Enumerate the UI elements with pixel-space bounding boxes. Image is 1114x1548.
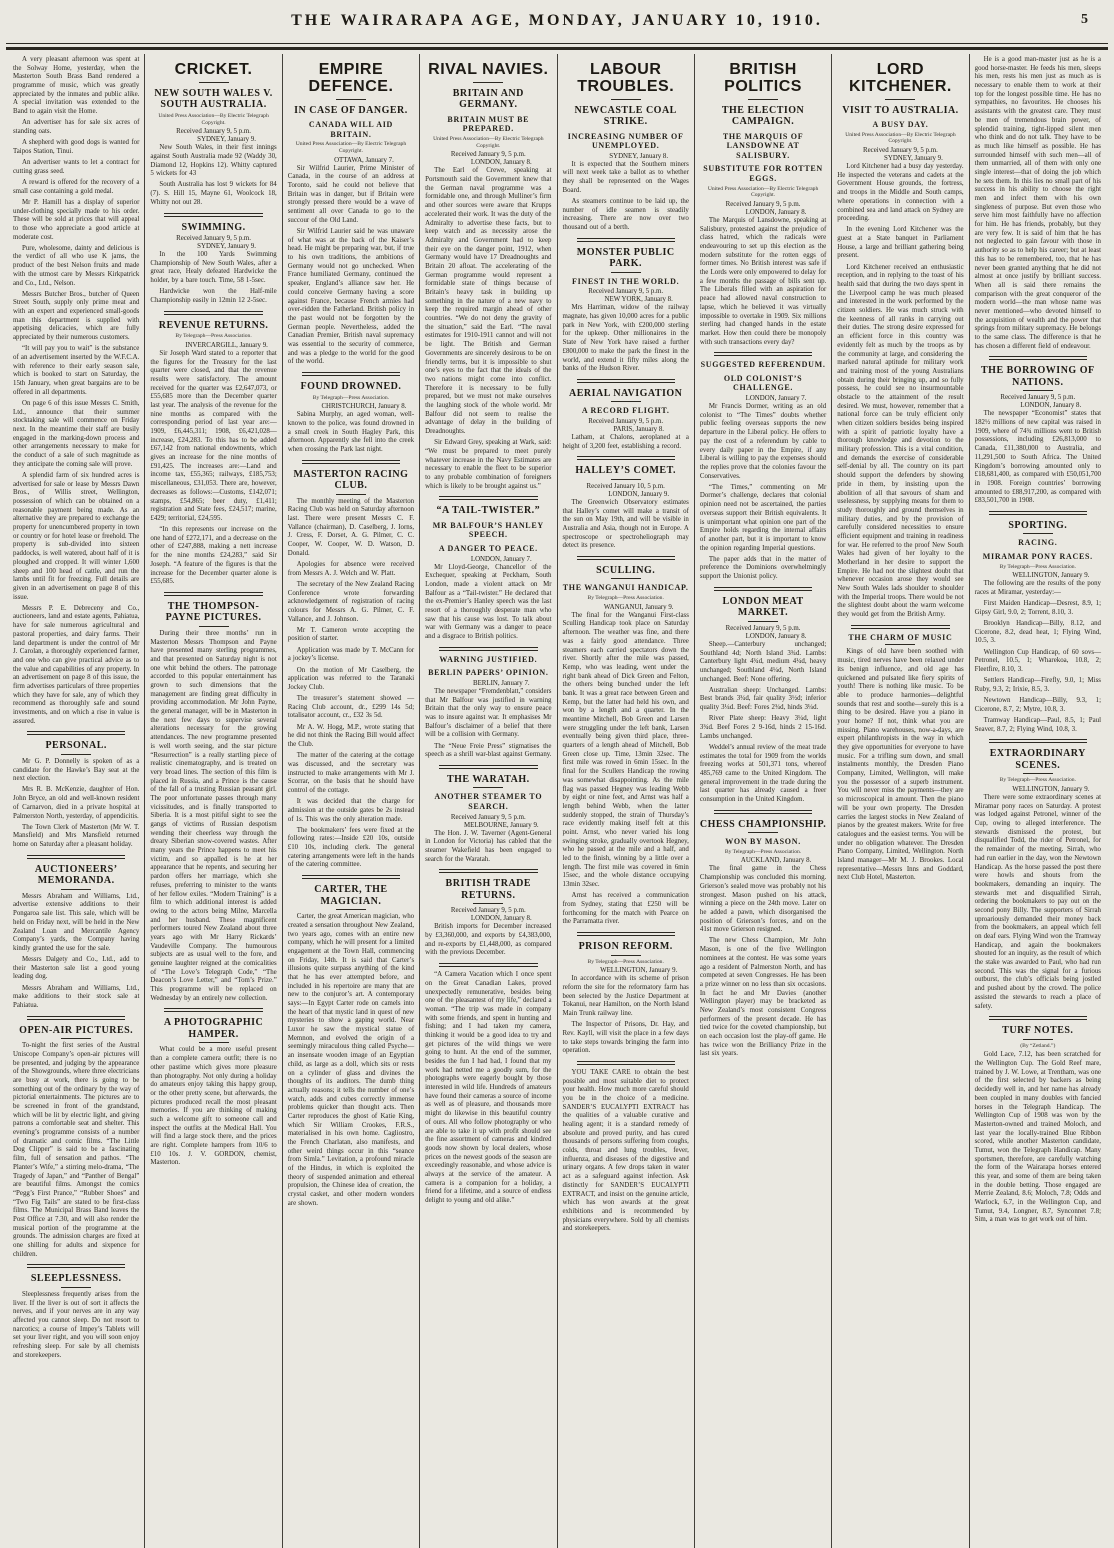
article-separator-rule [577, 556, 675, 560]
credit-line: By Telegraph—Press Association. [587, 958, 664, 965]
page-number: 5 [1081, 12, 1088, 27]
section-headline: EXTRAORDINARY SCENES. [989, 748, 1086, 771]
body-paragraph: Mr A. W. Hogg, M.P., wrote stating that he did not think the Racing Bill would affect the Club. [287, 723, 415, 749]
article-separator-rule [164, 213, 262, 217]
article-separator-rule [989, 356, 1087, 360]
city-dateline: SYDNEY, January 9. [884, 155, 943, 163]
body-paragraph: The newspaper “Fremdenblatt,” considers that Mr Balfour was justified in warning Britain that the only way to ensure peace was to insure against war. It emphasises Mr Balfour’s disclaimer of a belief that there will be a collision with Germany. [425, 687, 552, 739]
article-headline: CRICKET. [174, 61, 253, 78]
article-separator-rule [27, 1016, 125, 1020]
section-headline: BRITISH TRADE RETURNS. [445, 878, 532, 901]
section-headline: VISIT TO AUSTRALIA. [842, 104, 959, 116]
body-paragraph: On the motion of Mr Caselberg, the application was referred to the Taranaki Jockey Club. [287, 666, 415, 691]
body-paragraph: The Town Clerk of Masterton (Mr W. T. Mansfield) and Mrs Mansfield returned home on Saturday after a pleasant holiday. [13, 823, 140, 849]
article-separator-rule [989, 511, 1087, 515]
article-separator-rule [302, 460, 400, 464]
article-headline: EMPIRE DEFENCE. [308, 61, 394, 95]
body-paragraph: What could be a more useful present than a complete camera outfit; there is no other pastime which gives more pleasure than photography. Not only during a holiday do amateurs enjoy taking this happy group, or the other pretty scene, but afterwards, the pictures produced recall the most pleasant memories. If you are thinking of making such a welcome gift to someone call and inspect the outfits at the Medical Hall. You will find a large stock there, and the prices are right. Complete hampers from 10/6 to £10 10s. J. V. GORDON, chemist, Masterton. [150, 1046, 277, 1167]
article-separator-rule [714, 810, 812, 814]
body-paragraph: Sir Joseph Ward stated to a reporter that the figures for the Treasury for the last quarter were closed, and that the revenue results were satisfactory. The amount received for the quarter was £2,647,073, or £55,685 more than the December quarter last year. The analysis of the revenue for the nine months as compared with the corresponding period of last year are:—1909, £6,445,311; 1908, £6,421,028—increase, £24,283. To this has to be added £67,142 from national endowments, which gives an increase for the nine months of £91,425. The increases are:—Land and income tax, £55,365; railways, £185,753; miscellaneous, £31,053. There are, however, decreases as follows:—Customs, £142,071; stamps, £54,865; beer duty, £1,411; registration and State fees, £24,517; marine, £429; territorial, £24,595. [150, 349, 277, 522]
article-headline: LABOUR TROUBLES. [577, 61, 675, 95]
body-paragraph: Weddel’s annual review of the meat trade estimates the total for 1909 from the worlds freezing works at 501,371 tons, whereof 485,769 came to the United Kingdom. The general improvement in the trade during the last quarter has already caused a freer consumption in the United Kingdom. [699, 743, 827, 803]
body-paragraph: River Plate sheep: Heavy 3¼d, light 3¾d. Beef Fores 2 9-16d, hinds 2 15-16d. Lambs unchanged. [699, 715, 827, 740]
newspaper-column-5 [558, 54, 695, 1548]
city-dateline: WELLINGTON, January 9. [1012, 572, 1090, 580]
section-headline: THE BORROWING OF NATIONS. [981, 365, 1095, 388]
article-separator-rule [27, 731, 125, 735]
ornament-rule [885, 99, 915, 100]
body-paragraph: Application was made by T. McCann for a jockey’s license. [287, 646, 415, 663]
section-headline: A PHOTOGRAPHIC HAMPER. [163, 1017, 264, 1040]
body-paragraph: During their three months’ run in Masterton Messrs Thompson and Payne have presented many sterling programmes, and that presented on Saturday night is not one whit behind the others. The patronage accorded to this popular entertainment has grown to such dimensions that the management are finding great difficulty in providing accommodation. Mr John Payne, the general manager, will be in Masterton in the next few days to supervise several alterations necessary for the growing attendances. The new programme presented is well worth seeing, and the star picture “Resurrection” is a really startling piece of realistic cinematography, and is treated on very broad lines. The section of this film is placed in Russia, and a Prince is the cause of the fall of a trusting Russian peasant girl. The poor unfortunate passes through many vicissitudes, and is finally transported to Siberia. It is a most pitiful sight to see the gangs of victims of Russian despotism wending their cheerless way through the dreary Siberian snow-covered wastes. After many years the Prince happens to meet his victim, and so appalled is he at her appearance that he repents, and securing her pardon offers her marriage, which she refuses, preferring to minister to the wants of her fellow exiles. “Modern Training” is a film to which additional interest is added owing to the actors being Milne, Marcella and her husband. These magnificent performers toured New Zealand about three years ago with Mr Harry Rickards’ Vaudeville Company. The humourous subjects are as usual well to the fore, and genuine laughter reigned at the comicalities of “The Love’s Telegraph Code,” “The Deacon’s Love Letter,” and “Tom’s Prize.” This programme will be replaced on Wednesday by an entirely new collection. [150, 629, 277, 1002]
section-headline: CHESS CHAMPIONSHIP. [699, 818, 827, 830]
body-paragraph: The matter of the catering at the cottage was discussed, and the secretary was instructed to make arrangements with Mr J. Scorrar, on the basis that he should have control of the cottage. [287, 752, 415, 794]
body-paragraph: “In this represents our increase on the one hand of £272,171, and a decrease on the other of £247,888, making a nett increase for the nine months £24,283,” said Sir Joseph. “A feature of the figures is that the increase for the December quarter alone is £55,685. [150, 526, 277, 586]
body-paragraph: Tramway Handicap—Paul, 8.5, 1; Paul Seaver, 8.7, 2; Flying Wind, 10.8, 3. [974, 716, 1101, 733]
article-separator-rule [164, 311, 262, 315]
ornament-rule [336, 909, 366, 910]
newspaper-title: THE WAIRARAPA AGE, MONDAY, JANUARY 10, 1910. [291, 12, 823, 29]
ornament-rule [61, 889, 91, 890]
city-dateline: LONDON, January 8. [470, 915, 532, 923]
received-dateline: Received January 9, 5 p.m. [588, 288, 664, 296]
section-headline: SLEEPLESSNESS. [30, 1273, 122, 1285]
article-subhead: RACING. [1018, 538, 1058, 548]
credit-line: By Telegraph—Press Association. [724, 848, 802, 855]
body-paragraph: The following are the results of the pony races at Miramar, yesterday:— [974, 580, 1101, 597]
article-headline: BRITISH POLITICS [724, 61, 802, 95]
article-separator-rule [302, 875, 400, 879]
body-paragraph: British imports for December increased by £3,360,000, and exports by £4,383,000, and re-exports by £1,448,000, as compared with the previous December. [425, 923, 552, 957]
body-paragraph: Messrs Dalgety and Co., Ltd., add to their Masterton sale list a good young leading dog. [13, 956, 140, 981]
body-paragraph: The paper adds that in the matter of preference the Dominions overwhelmingly support the Unionist policy. [699, 555, 827, 581]
city-dateline: INVERCARGILL, January 9. [185, 341, 268, 349]
city-dateline: SYDNEY, January 9. [197, 136, 256, 144]
body-paragraph: The Marquis of Lansdowne, speaking at Salisbury, protested against the prejudice of class hatred, which the radicals were endeavouring to set up this election as the modern substitute for the rotten eggs of former times. No British interest was safe if the Lords were only empowered to delay for a few months the passage of bills sent up. The Liberals filled with an aspiration for peace had allowed naval construction to lapse, which he believed it was virtually impossible to overtake in 1909. Six millions sterling had changed hands in the estate market. How then could there be monopoly with such transactions every day? [699, 216, 827, 346]
body-paragraph: A reward is offered for the recovery of a small case containing a gold medal. [13, 178, 140, 195]
section-headline: THE THOMPSON-PAYNE PICTURES. [165, 600, 262, 624]
article-subhead: A BUSY DAY. [872, 120, 929, 130]
body-paragraph: Newtown Handicap—Billy, 9.3, 1; Cicerone, 8.7, 2; Mytre, 10.8, 3. [974, 697, 1101, 713]
credit-line: United Press Association—By Electric Telegraph Copyright. [433, 135, 544, 149]
city-dateline: AUCKLAND, January 8. [740, 857, 812, 865]
section-headline: PRISON REFORM. [578, 941, 673, 953]
body-paragraph: He is a good man-master just as he is a good horse-master. He feeds his men, sleeps his men, rests his men just as much as is necessary to enable them to work at their top for the longest possible time. He has no sympathies, no favourites. He chooses his assistants with the greatest care. They must be men of tremendous brain power, of splendid training, tight-lipped silent men who think and do not talk. They have to be as much like himself as possible. He has surrounded himself with such men—all of them unmarried, all of them with only one single interest—that of doing the job which he sets them. In this lies no small part of his success in his ability to choose the right men and infect them with his own singleness of purpose. But even those who serve him most faithfully have no affection for him. He has friends, probably, but they are very few. It is said of him that he has not neglected to gain favour with those in authority so as to help his career; but at least this has to be remembered, too, that he has never been granted anything that he did not almost at once justify by brilliant success. When all is said there remains the comparison with the great conqueror of the modern world—the man whose name was never mentioned—who devoted himself to the acquisition of wealth and the power that springs from military supremacy. He belongs to the same class. The difference is that he has chosen a different field of endeavour. [974, 56, 1101, 350]
article-separator-rule [439, 869, 537, 873]
credit-line: United Press Association—By Electric Telegraph Copyright. [845, 131, 956, 145]
body-paragraph: Mr Francis Dormer, writing as an old colonist to “The Times” doubts whether public feeling overseas supports the new departure in the Liberal policy. He offers to pay the cost of a referendum by cable to every daily paper in the Empire, if any Liberal is willing to pay the expenses should the replies prove that the colonies favour the Conservatives. [699, 403, 827, 480]
received-dateline: Received January 10, 5 p.m. [586, 482, 665, 490]
article-separator-rule [851, 625, 949, 629]
body-paragraph: The Hon. J. W. Taverner (Agent-General in London for Victoria) has cabled that the steamer Wakefield has been engaged to search for the Waratah. [425, 829, 552, 863]
section-headline: CARTER, THE MAGICIAN. [314, 884, 388, 907]
body-paragraph: “It will pay you to wait” is the substance of an advertisement inserted by the W.F.C.A. with reference to their early season sale, which is booked to start on Saturday, the 15th January, when great bargains are to be offered in all departments. [13, 345, 140, 396]
article-separator-rule [302, 372, 400, 376]
body-paragraph: New South Wales, in their first innings against South Australia made 92 (Waddy 30, Diamond 12, Hopkins 12). Whitty captured 5 wickets for 43 [150, 144, 277, 178]
ornament-rule [199, 626, 229, 627]
credit-line: By Telegraph—Press Association. [587, 595, 664, 602]
body-paragraph: A very pleasant afternoon was spent at the Solway Home, yesterday, when the Masterton South Brass Band rendered a programme of music, which was greatly appreciated by the inmates and public alike. A special invitation was extended to the Band to again visit the Home. [13, 56, 140, 116]
article-separator-rule [989, 1016, 1087, 1020]
city-dateline: LONDON, January 7. [470, 555, 532, 563]
body-paragraph: The final for the Wanganui First-class Sculling Handicap took place on Saturday afternoon. The weather was fine, and there was a fairly good attendance. Three steamers each carried spectators down the river. Shortly after the mile was passed, Kemp, who was leading, went under the right bank ahead of Dick Green and Felton, the others being bunched under the left bank. It was a great race between Green and Kemp, but the latter had held his own, and won by a length and a quarter. In the meantime Mitchell, Bob Green and Larsen were struggling under the left bank, Larsen eventually being given third place, three-quarters of a length ahead of Mitchell, Bob Green close up. Time, 13min 32sec. The first mile was rowed in 6min 15sec. In the final for the Scullers Handicap the rowing was somewhat disappointing. As the mile flag was passed Hegney was leading Webb by eight or nine feet, and Arnst was half a length behind Webb, when the latter suddenly stopped, the strain of Thursday’s race evidently making itself felt at this point. Arnst, who never varied his long swinging stroke, gradually overtook Hegney, who he passed at the mile and a half, and led to the finish, winning by a little over a length. The first mile was covered in 6min 15sec, and the whole distance occupying 13min 32sec. [562, 611, 689, 889]
section-headline: MASTERTON RACING CLUB. [293, 468, 409, 492]
body-paragraph: Mr G. P. Donnelly is spoken of as a candidate for the Hawke’s Bay seat at the next election. [13, 757, 140, 783]
credit-line: By Telegraph—Press Association. [999, 777, 1077, 784]
body-paragraph: An advertiser wants to let a contract for cutting grass seed. [13, 159, 140, 175]
city-dateline: WELLINGTON, January 9. [600, 967, 678, 975]
article-separator-rule [577, 379, 675, 383]
body-paragraph: Pure, wholesome, dainty and delicious is the verdict of all who use K jams, the product of the best Nelson fruits and made with the utmost care by Messrs Kirkpatrick and Co., Ltd., Nelson. [13, 244, 140, 287]
body-paragraph: Arnst has received a communication from Sydney, stating that £250 will be forthcoming for the match with Pearce on the Parramatta river. [562, 892, 689, 926]
body-paragraph: Mr P. Hamill has a display of superior under-clothing specially made to his order. These will be sold at prices that will appeal to those who appreciate a good article at moderate cost. [13, 198, 140, 241]
article-separator-rule [27, 1264, 125, 1268]
ornament-rule [611, 955, 641, 956]
city-dateline: LONDON, January 8. [1020, 402, 1082, 410]
body-paragraph: “The Times,” commenting on Mr Dormer’s challenge, declares that colonial opinion need not be ascertained, the parties overseas support their British equivalents. It is unimportant what opinion one part of the Empire holds regarding the internal affairs of another part, but it is important to know the opinion regarding Imperial questions. [699, 483, 827, 552]
article-subhead: MR BALFOUR’S HANLEY SPEECH. [432, 520, 544, 540]
ornament-rule [611, 401, 641, 402]
received-dateline: Received January 9, 5 p.m. [863, 147, 938, 155]
article-subhead: SUBSTITUTE FOR ROTTEN EGGS. [703, 164, 823, 183]
newspaper-column-6 [695, 54, 832, 1548]
body-paragraph: It is expected that the Southern miners will next week take a ballot as to whether they shall be represented on the Wages Board. [562, 160, 689, 194]
body-paragraph: Sheep.—Canterbury unchanged; Southland 4d; North Island 3¾d. Lambs: Canterbury light 4¾d, medium 4¼d, heavy unchanged; Southland 4¼d, North Island unchanged. Beef: None offering. [699, 640, 827, 683]
ornament-rule [61, 754, 91, 755]
ornament-rule [199, 1042, 229, 1043]
body-paragraph: The bookmakers’ fees were fixed at the following rates:—Inside £20 10s, outside £10 10s, including clerk. The general catering arrangements were left in the hands of the catering committee. [287, 826, 415, 869]
article-subhead: CANADA WILL AID BRITAIN. [308, 120, 394, 139]
section-headline: SWIMMING. [181, 221, 246, 233]
article-subhead: WARNING JUSTIFIED. [439, 654, 538, 664]
ornament-rule [61, 1038, 91, 1039]
article-subhead: FINEST IN THE WORLD. [572, 276, 680, 286]
body-paragraph: Messrs Abraham and Williams, Ltd., advertise extensive additions to their Pongaroa sale list. This sale, which will be held on Friday next, will be held in the New Zealand Loan and Mercantile Agency Company’s yards, the Company having kindly granted the use for the sale. [13, 892, 140, 952]
article-subhead: THE WANGANUI HANDICAP. [562, 583, 689, 593]
section-headline: “A TAIL-TWISTER.” [436, 505, 541, 517]
city-dateline: LONDON, January 9. [608, 490, 670, 498]
section-headline: REVENUE RETURNS. [158, 319, 269, 331]
body-paragraph: The monthly meeting of the Masterton Racing Club was held on Saturday afternoon last. There were present Messrs C. F. Vallance (chairman), D. Caselberg, J. Iorns, J. Cress, F. Dorset, A. G. Pilmer, C. C. Cooper, W. Cooper, W. D. Watson, D. Donald. [287, 497, 415, 557]
article-subhead: MIRAMAR PONY RACES. [982, 552, 1093, 562]
body-paragraph: An advertiser has for sale six acres of standing oats. [13, 119, 140, 135]
city-dateline: PARIS, January 8. [613, 425, 665, 433]
body-paragraph: The Earl of Crewe, speaking at Portsmouth said the Government knew that the German naval programme was a formidable one, and through Mulliner’s firm and other sources were aware that Krupps accelerated their work. It was the duty of the Admiralty to advertise these facts, but to keep watch and as necessity arose the Admiralty and Government had to keep their eye on the danger point, 1912, when Germany would have 17 Dreadnoughts and Britain 20 afloat. The accelerating of the German programme would represent a formidable state of things because of Britain’s heavy task in building up something in the nature of a new navy to keep the required margin ahead of other countries. “We do not deny the gravity of the situation,” said the Earl. “The naval estimates for 1910-1911 cannot and will not be light. The British and German Governments are sincerely desirous to be on friendly terms, but it is impossible to shut one’s eyes to the fact that the ideals of the two nations might come into conflict. Therefore it is necessary to be fully prepared, but we must not make ourselves the laughing stock of the whole world. Mr Balfour did not seem to realise the advantage of delay in the building of Dreadnoughts. [425, 167, 552, 436]
body-paragraph: In the evening Lord Kitchener was the guest at a State banquet in Parliament House, a large and brilliant gathering being present. [837, 226, 964, 260]
city-dateline: LONDON, January 8. [745, 208, 807, 216]
ornament-rule [611, 479, 641, 480]
body-paragraph: Lord Kitchener received an enthusiastic reception, and in replying to the toast of his health said that during the two days spent in the Liverpool camp he was much pleased and interested in the work performed by the citizen soldiers. He was much struck with the keenness of all ranks in carrying out their duties. The strong desire expressed for an efficient force in this country was evidently felt as much by the troops as by the community at large, and considering the marked natural aptitude for military work and training most of the young Australians obtain during their bringing up, and so fully possess, he could see no insurmountable obstacle to the attainment of the result desired. We must, however, remember that a national force can be truly efficient only when citizen soldiers besides being inspired with a spirit of patriotic loyalty have a thorough knowledge and devotion to the military profession. This is a vital condition, and demands the exercise of considerable self-denial by all. The country on its part should support the defenders by showing pride in them, by insisting upon the abolition of all that savours of sham and uselessness, by supplying means for them to study thoroughly and ground themselves in military duties, and by the provision of carefully considered necessities to ensure efficient equipment and training in readiness for war. He referred to the proof New South Wales had given of her loyalty to the Motherland in her desire to support the Empire. He had not the slightest doubt that whenever occasion arose they would see New South Wales lads shoulder to shoulder with the Imperial troops. There would be not the slightest doubt about the warm welcome they would get from the British Army. [837, 263, 964, 619]
body-paragraph: The Inspector of Prisons, Dr. Hay, and Rev. Kayll, will visit the place in a few days to take steps towards bringing the farm into operation. [562, 1021, 689, 1055]
section-headline: AERIAL NAVIGATION [568, 387, 683, 399]
body-paragraph: The newspaper “Economist” states that 182½ millions of new capital was raised in 1909, where of 74¾ millions went to British possessions, including £26,813,000 to Canada, £11,380,000 to Australia, and 11,291,500 to South Africa. The United Kingdom’s borrowing amounted only to £18,681,400, as compared with £50,051,700 in 1908. Foreign countries’ borrowing amounted to £88,917,200, as compared with £83,501,700 in 1908. [974, 410, 1101, 505]
newspaper-column-4 [420, 54, 557, 1548]
body-paragraph: A splendid farm of six hundred acres is advertised for sale or lease by Messrs Dawn Bros., of Willis street, Wellington, possession of which can be obtained on a reasonable payment being made. As an alternative they are prepared to exchange the property for unencumbered property in town or country or for hotel lease or freehold. The property is sub-divided into sixteen paddocks, is well watered, about half of it is ploughed and cropped. It will winter 1,600 sheep and 100 head of cattle, and run the lambs until fit for freezing. Full details are given in an advertisement on page 8 of this issue. [13, 471, 140, 601]
body-paragraph: The treasurer’s statement showed —Racing Club account, dr., £299 14s 5d; totalisator account, cr., £32 3s 5d. [287, 695, 415, 720]
body-paragraph: To-night the first series of the Austral Uniscope Company’s open-air pictures will be presented, and judging by the appearance of the Showgrounds, where three electricians are busy at work, there is going to be something out of the ordinary by the way of pictorial entertainments. The pictures are to be screened in front of the grandstand, which will be lit by electric light, and giving patrons a comfortable seat and shelter. This evening’s programme consists of a number of dramatic and comic films. “The Little Dog Clipper” is said to be a fascinating film, full of sensation and pathos. “The Planter’s Wife,” a stirring melo-drama, “The Tragedy of Japan,” and “Panther of Bengal” are beautiful films. Amongst the comics “Pegg’s First Prance,” “Rubber Shoes” and “Two Fig Tails” are stated to be first-class films. The Municipal Brass Band leaves the Post Office at 7.30, and will also render the musical portion of the programme at the grounds. The admission charges are fixed at one shilling for adults and sixpence for children. [13, 1042, 140, 1258]
section-headline: THE WARATAH. [446, 773, 530, 785]
article-subhead: THE MARQUIS OF LANSDOWNE AT SALISBURY. [722, 131, 804, 160]
ornament-rule [1023, 1039, 1053, 1040]
credit-line: (By “Zetland.”) [1020, 1042, 1056, 1049]
city-dateline: LONDON, January 8. [745, 632, 807, 640]
ornament-rule [611, 272, 641, 273]
body-paragraph: Kings of old have been soothed with music, tired nerves have been relaxed under its benign influence, and old age has quickened and pulsated like fiery spirits of youth! There is nothing like music. To be able to produce harmonies—delightful sounds that rest and soothe—surely this is a thing to be desired. Have you a piano in your home? If not, think what you are missing. Piano warehouses, now-a-days, are expert philanthropists in the way in which they give opportunities for everyone to have music. For a trifling sum down, and small instalments monthly, the Dresden Piano Company, Limited, Wellington, will make you the possessor of a superb instrument. You will never miss the payments—they are so microscopical in amount. Then the piano will be your own property. The Dresden carries the largest stocks in New Zealand of pianos by the greatest makers. Write for free catalogues and the easiest terms. You will be under no obligation whatever. The Dresden Piano Company, Limited, Wellington. North Island manager—Mr M. J. Brookes. Local representative—Messrs Inns and Goddard, next Club Hotel, Masterton. [837, 648, 964, 882]
body-paragraph: Sleeplessness frequently arises from the liver. If the liver is out of sort it affects the nerves, and if your nerves are in any way affected you cannot sleep. Do not resort to narcotics; a course of Impey’s Tablets will set your liver right, and you will soon enjoy refreshing sleep. For sale by all chemists and storekeepers. [13, 1290, 140, 1359]
section-headline: SPORTING. [1008, 519, 1068, 531]
newspaper-column-7 [832, 54, 969, 1548]
received-dateline: Received January 9, 5 p.m. [1000, 394, 1076, 402]
body-paragraph: Mr T. Cameron wrote accepting the position of starter. [287, 626, 415, 643]
body-paragraph: Mrs R. B. McKenzie, daughter of Hon. John Bryce, an old and well-known resident of Carnarvon, died in a private hospital at Palmerston North, yesterday, of appendicitis. [13, 786, 140, 820]
ornament-rule [748, 621, 778, 622]
article-separator-rule [439, 765, 537, 769]
body-paragraph: Carter, the great American magician, who created a sensation throughout New Zealand, two years ago, comes with an entire new company, which he will present for a limited engagement at the Town Hall, commencing on Friday, 14th. It is said that Carter’s illusions quite surpass anything of the kind that he has ever attempted before, and included in his repertoire are many that are new to the conjuror’s art. A contemporary says:—In Egypt Carter rode on camels into the heart of that mystic land in quest of new mysteries to show a gaping world. Near Luxor he saw the mystical statue of Memnon, and evolved the origin of a seemingly miraculous thing called Psyche—an insensate wooden image of an Egyptian child, as large as a doll, which sits or rests on a cylinder of glass and divines the thoughts of its auditors. The dumb thing actually reasons; it tells the number of one’s watch, adds and cubes correctly immense problems quicker than thought acts. Then Carter reproduces the ghost of Katie King, which Sir William Crookes, F.R.S., materialised in his own home. Cagliostro, the French Charlatan, also manifests, and other weird things occur in this “seance from Simla.” Levitation, a profound miracle of the Hindus, in which is exploited the theory of suspended animation and ethereal propulsion, the Chinese idea of creation, the crystal casket, and other modern wonders are shown. [287, 913, 415, 1207]
ornament-rule [748, 832, 778, 833]
received-dateline: Received January 9, 5 p.m. [725, 624, 801, 632]
article-subhead: ANOTHER STEAMER TO SEARCH. [434, 792, 543, 812]
ornament-rule [611, 99, 641, 100]
city-dateline: BERLIN, January 7. [472, 679, 530, 687]
city-dateline: MELBOURNE, January 9. [463, 821, 539, 829]
ornament-rule [336, 494, 366, 495]
article-subhead: BERLIN PAPERS’ OPINION. [428, 668, 549, 678]
city-dateline: NEW YORK, January 8. [604, 296, 673, 304]
body-paragraph: Sir Wilfrid Laurier said he was unaware of what was at the back of the Kaiser’s head. He might be preparing war, but, if true to his own traditions, the ambitions of Germany would not go unchecked. When France humiliated Germany, continued the speaker, England’s alliance saw her. He could conceive Germany having a score against France, because French armies had over-ridden the Fatherland. British policy in the past would not be forgotten by the German people. Nevertheless, added the Canadian Premier, British naval supremacy was essential to the security of commerce, and was a pledge to the world for the good of the world. [287, 228, 415, 366]
section-headline: SCULLING. [596, 564, 656, 576]
city-dateline: SYDNEY, January 8. [609, 152, 669, 160]
article-separator-rule [989, 739, 1087, 743]
article-separator-rule [164, 1008, 262, 1012]
body-paragraph: Messrs P. E. Debreceny and Co., auctioneers, land and estate agents, Pahiatua, have for sale numerous agricultural and pastoral properties, and dairy farms. Their land department is under the control of Mr J. Carolan, a thoroughly experienced farmer, and one who can give practical advice as to the value and capabilities of any property. In an advertisement on page 8 of this issue, the firm advertises particulars of three properties which they have for sale, any of which they recommend as thoroughly safe and sound investments, and on which a rise in value is assured. [13, 604, 140, 725]
newspaper-column-3 [283, 54, 420, 1548]
article-separator-rule [439, 496, 537, 500]
received-dateline: Received January 9, 5 p.m. [588, 417, 664, 425]
credit-line: United Press Association—By Electric Telegraph Copyright. [707, 185, 819, 199]
body-paragraph: The “Neue Freie Press” stigmatises the speech as a shrill war-blast against Germany. [425, 742, 552, 759]
newspaper-column-8 [970, 54, 1106, 1548]
body-paragraph: Brooklyn Handicap—Billy, 8.12, and Cicerone, 8.2, dead heat, 1; Flying Wind, 10.5, 3. [974, 620, 1101, 645]
article-subhead: OLD COLONIST’S CHALLENGE. [723, 373, 803, 393]
body-paragraph: “A Camera Vacation which I once spent on the Great Canadian Lakes, proved unexpectedly remunerative, besides being one of the pleasantest of my life,” declared a woman. “The trip was made in company with some friends, and spent in hunting and fishing; and I had taken my camera, thinking it would be a good idea to try and get pictures of the wild things we were going to hunt. At the end of the summer, besides the fun I had had, I found that my work had netted me a goodly sum, for the photographs were eagerly bought by those interested in wild life. Hundreds of amateurs have found their cameras a source of income as well as of pleasure, and thousands more might do likewise in this beautiful country of ours. All who follow photography or who are able to take it up with profit should see the fine assortment of cameras and kindred goods now shown by local dealers, whose prices on the newest goods of the season are exceedingly reasonable, and whose advice is always at the service of the amateur. A camera is a companion for a holiday, a friend for a lifetime, and a source of endless delight to young and old alike.” [425, 971, 552, 1205]
received-dateline: Received January 9, 5 p.m. [450, 813, 526, 821]
city-dateline: WELLINGTON, January 9. [1012, 786, 1090, 794]
article-separator-rule [27, 855, 125, 859]
ornament-rule [885, 644, 915, 645]
body-paragraph: Sir Wilfrid Laurier, Prime Minister of Canada, in the course of an address at Toronto, said he could not believe that Britain was in danger, but if Britain were strongly pressed there would be a wave of sentiment all over Canada to go to the succour of the Old Land. [287, 164, 415, 224]
body-paragraph: In accordance with its scheme of prison reform the site for the reformatory farm has been selected by the Justice Department at Tokanui, near Hamilton, on the North Island Main Trunk railway line. [562, 975, 689, 1017]
section-headline: HALLEY’S COMET. [575, 465, 677, 477]
article-subhead: INCREASING NUMBER OF UNEMPLOYED. [567, 131, 684, 151]
body-paragraph: Wellington Cup Handicap, of 60 sovs—Petronel, 10.5, 1; Wharekoa, 10.8, 2; Fleetfire, 8.10, 3. [974, 648, 1101, 674]
received-dateline: Received January 9, 5 p.m. [176, 128, 251, 136]
ornament-rule [473, 903, 503, 904]
section-headline: LONDON MEAT MARKET. [722, 595, 804, 619]
received-dateline: Received January 9, 5 p.m. [450, 907, 526, 915]
section-headline: OPEN-AIR PICTURES. [19, 1024, 134, 1036]
body-paragraph: Mr Lloyd-George, Chancellor of the Exchequer, speaking at Peckham, South London, made a violent attack on Mr Balfour as a “Tail-twister.” He declared that the ex-Premier’s Hanley speech was the last resort of a thoroughly desperate man who saw that his cause was lost. To talk about war with Germany was a danger to peace and a disgrace to British politics. [425, 563, 552, 641]
credit-line: United Press Association—By Electric Telegraph Copyright. [158, 112, 269, 126]
body-paragraph: Australian sheep: Unchanged. Lambs: Best brands 3¾d, fair quality 3½d; inferior quality 3¼d. Beef: Fores 2¾d, hinds 3¼d. [699, 686, 827, 712]
body-paragraph: The secretary of the New Zealand Racing Conference wrote forwarding acknowledgement of registration of racing colours for Messrs A. G. Pilmer, C. F. Vallance, and J. Johnson. [287, 580, 415, 623]
ornament-rule [199, 82, 229, 83]
body-paragraph: There were some extraordinary scenes at Miramar pony races on Saturday. A protest was lodged against Petronel, winner of the Cup, owing to alleged interference. The stewards dismissed the protest, but disqualified Todd, the rider of Petronel, for the remainder of the meeting. Sirrah, who had run earlier in the day, won the Newtown Handicap. As the horse passed the post there were howls and shouts from the bookmakers, demanding an inquiry. The stewards met and disqualified Sirrah, ordering the bookmakers to pay out on the second pony Billy. The supporters of Sirrah uproariously demanded their money back from the bookmakers, an appeal which fell on deaf ears. Flying Wind won the Tramway Handicap, and again the bookmakers shouted for an inquiry, as the result of which the stake was awarded to Paul, who had run second. This was the signal for a furious outburst, the club’s officials being jostled and pushed about by the crowd. The police assisted the stewards to reach a place of safety. [974, 794, 1101, 1010]
article-headline: LORD KITCHENER. [849, 61, 952, 95]
section-headline: NEWCASTLE COAL STRIKE. [574, 104, 677, 128]
ornament-rule [1023, 533, 1053, 534]
body-paragraph: First Maiden Handicap—Desrest, 8.9, 1; Gipsy Girl, 9.0, 2; Torrent, 8.10, 3. [974, 600, 1101, 616]
ornament-rule [1023, 773, 1053, 774]
article-subhead: A RECORD FLIGHT. [581, 406, 670, 416]
body-paragraph: Gold Lace, 7.12, has been scratched for the Wellington Cup. The Gold Reef mare, trained by J. W. Lowe, at Trentham, was one of the first selected by backers as being decidedly well in, and her name has already been coupled in many doubles with fancied horses in the Telegraph Handicap. The Wellington Cup of 1908 was won by the Masterton-owned and trained Moloch, and last year the locally-trained Blue Ribbon scored, while another Masterton candidate, Tumut, won the Telegraph Handicap. Many sportsmen, therefore, are carefully watching the form of the Wairarapa horses entered this year, and some of them are being taken in the double betting. Those engaged are Merrie Zealand, 8.6; Moloch, 7.8; Odds and Warlock, 6.7, in the Wellington Cup, and Tumut, 9.4, Longner, 8.7, Synconnet 7.8; Sim, a man was to get work out of him. [974, 1051, 1101, 1224]
ornament-rule [1023, 390, 1053, 391]
body-paragraph: Hardwicke won the Half-mile Championship easily in 12min 12 2-5sec. [150, 288, 277, 304]
article-subhead: SUGGESTED REFERENDUM. [700, 360, 826, 370]
article-separator-rule [164, 592, 262, 596]
article-separator-rule [577, 932, 675, 936]
article-separator-rule [439, 647, 537, 651]
body-paragraph: YOU TAKE CARE to obtain the best possible and most suitable diet to protect your health. How much more careful should you be in the choice of a medicine. SANDER’S EUCALYPTI EXTRACT has the qualities of a valuable curative and healing agent; it is a standard remedy of absolute and proved purity, and has cured thousands of persons suffering from coughs, colds, throat and lung troubles, fever, influenza, and diseases of the digestive and urinary organs. A few drops taken in water act as a safeguard against infection. Ask distinctly for SANDER’S EUCALYPTI EXTRACT, and insist on the genuine article, which has won awards at the great exhibitions and is recommended by physicians everywhere. Sold by all chemists and storekeepers. [562, 1068, 689, 1233]
newspaper-column-1 [8, 54, 145, 1548]
body-paragraph: The final game in the Chess Championship was concluded this morning. Grierson’s sealed move was probably not his strongest. Mason pushed on his attack, winning a piece on the 24th move. Later on he added a pawn, which disorganised the position of Grierson’s forces, and on the 41st move Grierson resigned. [699, 865, 827, 934]
ornament-rule [611, 578, 641, 579]
body-paragraph: Sabina Murphy, an aged woman, well-known to the police, was found drowned in a small creek in South Hagley Park, this afternoon. Apparently she fell into the creek when crossing the Park last night. [287, 411, 415, 453]
article-separator-rule [714, 587, 812, 591]
section-headline: FOUND DROWNED. [300, 381, 402, 392]
credit-line: By Telegraph—Press Association. [999, 563, 1077, 570]
ornament-rule [473, 82, 503, 83]
ornament-rule [473, 787, 503, 788]
article-separator-rule [577, 456, 675, 460]
body-paragraph: The Greenwich Observatory estimates that Halley’s comet will make a transit of the sun on May 19th, and will be visible in Australia and Asia, though not in Europe. A spectroscope or spectroheliograph may detect its presence. [562, 498, 689, 550]
received-dateline: Received January 9, 5 p.m. [176, 235, 251, 243]
body-paragraph: Mrs Harriman, widow of the railway magnate, has given 10,000 acres for a public park in New York, with £200,000 sterling for the upkeep. Other millionaires in the State of New York have raised a further £800,000 to make the park the finest in the world, and extend it fifty miles along the banks of the Hudson River. [562, 304, 689, 373]
received-dateline: Received January 9, 5 p.m. [450, 151, 526, 159]
article-subhead: THE CHARM OF MUSIC [848, 632, 953, 642]
body-paragraph: Settlers Handicap—Firefly, 9.0, 1; Miss Ruby, 9.3, 2; Irixie, 8.5, 3. [974, 677, 1101, 693]
body-paragraph: South Australia has lost 9 wickets for 84 (7). S. Hill 15, Mayne 61, Woolcock 18, Whitty not out 28. [150, 181, 277, 206]
credit-line: By Telegraph—Press Association. [175, 333, 252, 340]
body-paragraph: It was decided that the charge for admission at the outside gates be 2s instead of 1s. This was the only alteration made. [287, 798, 415, 823]
article-separator-rule [714, 352, 812, 356]
article-separator-rule [439, 963, 537, 967]
section-headline: BRITAIN AND GERMANY. [452, 87, 524, 111]
section-headline: AUCTIONEERS’ MEMORANDA. [34, 863, 118, 887]
section-headline: PERSONAL. [45, 740, 107, 752]
body-paragraph: Sir Edward Grey, speaking at Wark, said: “We must be prepared to meet purely whatever increase in the Navy Estimates are necessary to enable the fleet to be superior to any probable combination of foreigners which is likely to be brought against us.” [425, 439, 552, 490]
received-dateline: Received January 9, 5 p.m. [725, 200, 801, 208]
body-paragraph: Messrs Abraham and Williams, Ltd., make additions to their stock sale at Pahiatua. [13, 984, 140, 1009]
newspaper-columns [8, 54, 1106, 1548]
article-separator-rule [577, 1061, 675, 1065]
article-headline: RIVAL NAVIES. [428, 61, 549, 78]
masthead [0, 0, 1114, 38]
city-dateline: WANGANUI, January 9. [603, 603, 674, 611]
city-dateline: LONDON, January 7. [745, 395, 807, 403]
city-dateline: LONDON, January 8. [470, 159, 532, 167]
section-headline: TURF NOTES. [1002, 1025, 1074, 1037]
body-paragraph: On page 6 of this issue Messrs C. Smith, Ltd., announce that their summer stocktaking sale will commence on Friday next. In the meantime their staff are busily engaged in the marking-down process and other arrangements necessary to make for the conduct of a sale of such magnitude as they anticipate the coming sale will prove. [13, 399, 140, 468]
city-dateline: SYDNEY, January 9. [197, 243, 256, 251]
credit-line: By Telegraph—Press Association. [312, 394, 390, 401]
city-dateline: CHRISTCHURCH, January 8. [321, 403, 407, 411]
city-dateline: OTTAWA, January 7. [334, 156, 394, 164]
credit-line: United Press Association—By Electric Telegraph Copyright. [295, 141, 407, 154]
body-paragraph: Lord Kitchener had a busy day yesterday. He inspected the veterans and cadets at the Government House grounds, the fortress, and troops in the Middle and South camps, where operations in connection with a combined sea and land attack on Sydney are proceeding. [837, 163, 964, 223]
ornament-rule [336, 99, 366, 100]
section-headline: THE ELECTION CAMPAIGN. [721, 104, 805, 128]
body-paragraph: Latham, at Chalons, aeroplaned at a height of 3,200 feet, establishing a record. [562, 433, 689, 450]
body-paragraph: A shepherd with good dogs is wanted for Taipos Station, Tinui. [13, 139, 140, 155]
article-separator-rule [577, 238, 675, 242]
article-subhead: BRITAIN MUST BE PREPARED. [447, 114, 530, 134]
masthead-rule [6, 43, 1108, 50]
article-subhead: WON BY MASON. [725, 837, 801, 847]
section-headline: MONSTER PUBLIC PARK. [576, 246, 675, 270]
body-paragraph: The new Chess Champion, Mr John Mason, is one of the five Wellington nominees at the contest. He was some years ago a resident of Palmerston North, and has competed at seven Congresses. He has been a prize winner on no less than six occasions. In fact he and Mr Davies (another Wellington player) may be bracketed as New Zealand’s most consistent Congress performers of the present decade. He has tied twice for the coveted championship, but on each occasion lost the play-off game. He has twice won the Brilliancy Prize in the last six years. [699, 937, 827, 1058]
body-paragraph: As steamers continue to be laid up, the number of idle seamen is steadily increasing. There are now over two thousand out of a berth. [562, 198, 689, 232]
ornament-rule [61, 1287, 91, 1288]
body-paragraph: Apologies for absence were received from Messrs A. J. Welch and W. Platt. [287, 560, 415, 577]
article-subhead: A DANGER TO PEACE. [438, 544, 538, 554]
ornament-rule [748, 99, 778, 100]
body-paragraph: In the 100 Yards Swimming Championship of New South Wales, after a great race, Healy defeated Hardwicke the holder, by a bare touch. Time, 58 1-5sec. [150, 251, 277, 285]
section-headline: IN CASE OF DANGER. [294, 104, 408, 116]
section-headline: NEW SOUTH WALES V. SOUTH AUSTRALIA. [154, 87, 273, 111]
body-paragraph: Messrs Butcher Bros., butcher of Queen Street South, supply only prime meat and with an expert and experienced small-goods man this department is supplied with appetising delicacies, which are fully appreciated by their numerous customers. [13, 290, 140, 342]
newspaper-column-2 [145, 54, 282, 1548]
